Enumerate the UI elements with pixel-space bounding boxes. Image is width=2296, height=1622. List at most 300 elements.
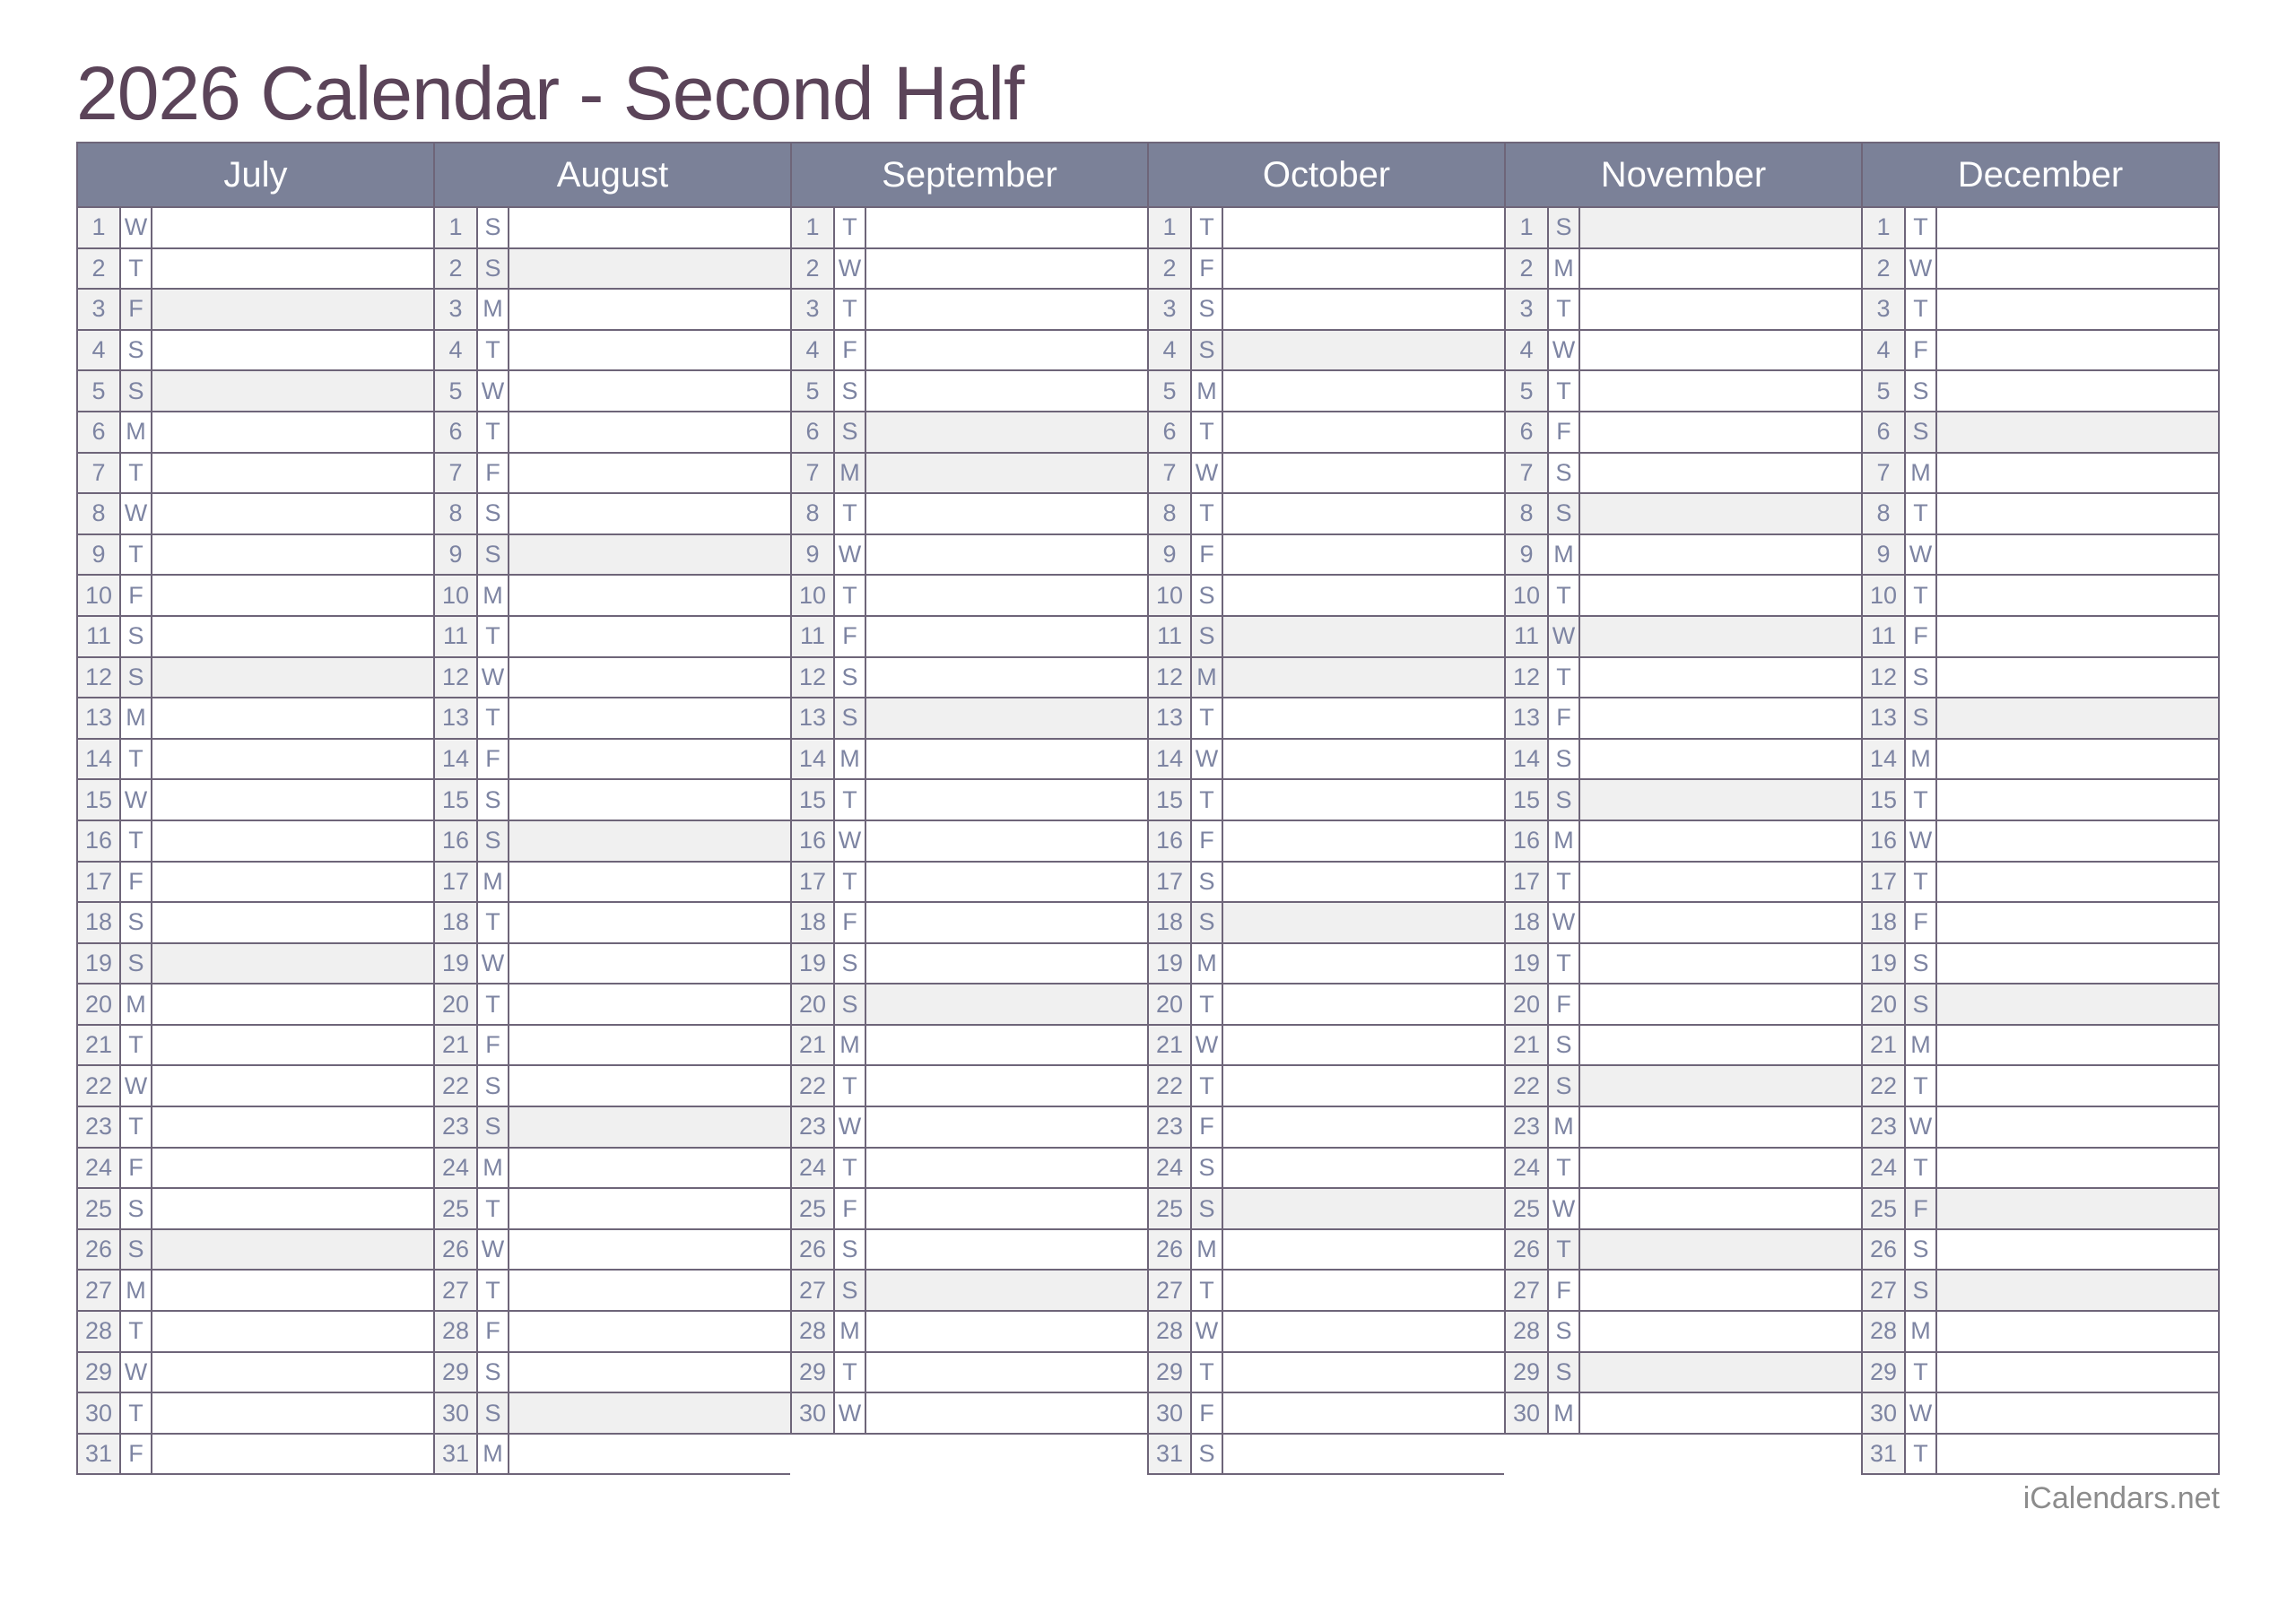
day-letter-cell: T: [1192, 1271, 1223, 1310]
day-notes-cell: [1223, 863, 1504, 902]
day-number-cell: 29: [1506, 1353, 1549, 1392]
day-row: [435, 1230, 790, 1271]
day-letter-cell: T: [121, 1393, 152, 1433]
day-number-cell: 26: [1149, 1230, 1192, 1270]
day-number-cell: 20: [1506, 984, 1549, 1024]
day-number-cell: 10: [1863, 576, 1906, 615]
calendar-table: [76, 142, 2220, 1475]
day-row: [78, 576, 433, 617]
day-number-cell: 15: [1149, 780, 1192, 820]
day-letter-cell: S: [1906, 944, 1937, 984]
day-letter-cell: T: [1906, 208, 1937, 247]
day-number-cell: 20: [78, 984, 121, 1024]
day-number-cell: 26: [1506, 1230, 1549, 1270]
day-letter-cell: T: [1192, 1353, 1223, 1392]
day-notes-cell: [1223, 780, 1504, 820]
day-number-cell: 19: [792, 944, 835, 984]
day-number-cell: 23: [792, 1107, 835, 1147]
day-notes-cell: [866, 658, 1147, 698]
day-row: [1506, 1107, 1861, 1149]
day-notes-cell: [509, 1312, 790, 1351]
day-row: [792, 371, 1147, 412]
day-row: [78, 249, 433, 291]
day-letter-cell: T: [1906, 1353, 1937, 1392]
day-number-cell: 16: [435, 821, 478, 861]
day-number-cell: 29: [435, 1353, 478, 1392]
day-row: [435, 658, 790, 699]
day-number-cell: 12: [1149, 658, 1192, 698]
day-number-cell: 6: [78, 412, 121, 452]
day-letter-cell: S: [121, 617, 152, 656]
day-letter-cell: W: [121, 780, 152, 820]
day-row: [78, 454, 433, 495]
day-number-cell: 2: [78, 249, 121, 289]
day-row: [792, 535, 1147, 577]
day-number-cell: 2: [1863, 249, 1906, 289]
day-letter-cell: S: [1906, 412, 1937, 452]
day-letter-cell: F: [835, 617, 866, 656]
day-letter-cell: M: [835, 740, 866, 779]
day-row: [792, 576, 1147, 617]
day-notes-cell: [1937, 1107, 2218, 1147]
day-letter-cell: S: [478, 249, 509, 289]
day-notes-cell: [866, 1393, 1147, 1433]
day-notes-cell: [509, 208, 790, 247]
day-number-cell: 8: [792, 494, 835, 533]
day-row: [78, 331, 433, 372]
day-row: [1149, 1026, 1504, 1067]
day-row: [1149, 535, 1504, 577]
day-row: [78, 1189, 433, 1230]
day-number-cell: 2: [435, 249, 478, 289]
day-letter-cell: W: [835, 1107, 866, 1147]
day-number-cell: 19: [78, 944, 121, 984]
day-letter-cell: M: [1192, 1230, 1223, 1270]
day-row: [792, 331, 1147, 372]
day-row: [1149, 1107, 1504, 1149]
day-letter-cell: S: [478, 1107, 509, 1147]
day-row: [1506, 1230, 1861, 1271]
day-number-cell: 30: [792, 1393, 835, 1433]
day-row: [78, 1066, 433, 1107]
day-notes-cell: [1580, 371, 1861, 411]
day-row: [792, 1230, 1147, 1271]
day-notes-cell: [1580, 1312, 1861, 1351]
day-letter-cell: M: [1192, 658, 1223, 698]
day-number-cell: 20: [435, 984, 478, 1024]
month-rows: [1506, 208, 1861, 1435]
day-row: [435, 331, 790, 372]
day-row: [1506, 576, 1861, 617]
day-notes-cell: [1223, 944, 1504, 984]
day-letter-cell: W: [1906, 249, 1937, 289]
day-notes-cell: [1580, 331, 1861, 370]
day-notes-cell: [1223, 1189, 1504, 1228]
day-row: [1149, 290, 1504, 331]
day-number-cell: 27: [435, 1271, 478, 1310]
day-notes-cell: [509, 984, 790, 1024]
day-row: [1149, 863, 1504, 904]
day-number-cell: 11: [78, 617, 121, 656]
month-header: [435, 142, 790, 208]
day-number-cell: 10: [1149, 576, 1192, 615]
day-number-cell: 25: [1506, 1189, 1549, 1228]
day-number-cell: 6: [1149, 412, 1192, 452]
day-notes-cell: [152, 576, 433, 615]
day-row: [78, 371, 433, 412]
day-row: [1863, 903, 2218, 944]
day-notes-cell: [866, 821, 1147, 861]
day-notes-cell: [1580, 1026, 1861, 1065]
day-letter-cell: T: [121, 740, 152, 779]
day-letter-cell: S: [835, 371, 866, 411]
day-notes-cell: [1580, 1066, 1861, 1106]
day-letter-cell: S: [121, 944, 152, 984]
day-row: [1863, 1066, 2218, 1107]
day-letter-cell: M: [835, 1026, 866, 1065]
day-row: [1863, 1435, 2218, 1476]
day-letter-cell: F: [1192, 1107, 1223, 1147]
day-letter-cell: S: [835, 698, 866, 738]
day-number-cell: 18: [435, 903, 478, 942]
day-number-cell: 30: [1506, 1393, 1549, 1433]
day-notes-cell: [866, 1312, 1147, 1351]
day-notes-cell: [1937, 944, 2218, 984]
day-row: [78, 1312, 433, 1353]
day-number-cell: 13: [1506, 698, 1549, 738]
day-number-cell: 9: [1149, 535, 1192, 575]
day-number-cell: 14: [78, 740, 121, 779]
day-row: [1149, 1066, 1504, 1107]
day-notes-cell: [509, 331, 790, 370]
day-letter-cell: S: [1906, 698, 1937, 738]
day-number-cell: 25: [792, 1189, 835, 1228]
day-row: [792, 780, 1147, 821]
day-row: [792, 454, 1147, 495]
day-number-cell: 17: [1506, 863, 1549, 902]
day-number-cell: 21: [1149, 1026, 1192, 1065]
day-letter-cell: S: [1192, 863, 1223, 902]
month-rows: [1863, 208, 2218, 1475]
day-notes-cell: [1937, 780, 2218, 820]
day-letter-cell: F: [1906, 903, 1937, 942]
day-notes-cell: [509, 863, 790, 902]
day-number-cell: 31: [1863, 1435, 1906, 1474]
day-letter-cell: M: [1549, 535, 1580, 575]
day-notes-cell: [152, 331, 433, 370]
day-letter-cell: S: [835, 658, 866, 698]
day-row: [1863, 494, 2218, 535]
day-number-cell: 11: [792, 617, 835, 656]
day-number-cell: 9: [792, 535, 835, 575]
day-row: [435, 780, 790, 821]
day-row: [792, 1393, 1147, 1435]
day-letter-cell: M: [121, 698, 152, 738]
day-letter-cell: W: [121, 1066, 152, 1106]
day-row: [1149, 984, 1504, 1026]
day-notes-cell: [1937, 984, 2218, 1024]
day-notes-cell: [866, 617, 1147, 656]
day-notes-cell: [1937, 1435, 2218, 1474]
day-number-cell: 21: [1506, 1026, 1549, 1065]
day-number-cell: 17: [792, 863, 835, 902]
day-number-cell: 5: [1863, 371, 1906, 411]
day-letter-cell: W: [121, 1353, 152, 1392]
day-notes-cell: [866, 1149, 1147, 1188]
day-number-cell: 27: [1863, 1271, 1906, 1310]
day-row: [78, 1026, 433, 1067]
day-notes-cell: [866, 780, 1147, 820]
day-number-cell: 31: [435, 1435, 478, 1474]
day-number-cell: 30: [78, 1393, 121, 1433]
day-number-cell: 18: [1863, 903, 1906, 942]
day-number-cell: 1: [1506, 208, 1549, 247]
day-letter-cell: F: [1192, 249, 1223, 289]
day-number-cell: 25: [1149, 1189, 1192, 1228]
day-letter-cell: W: [1192, 1312, 1223, 1351]
day-letter-cell: S: [835, 984, 866, 1024]
day-letter-cell: M: [478, 1149, 509, 1188]
day-notes-cell: [152, 535, 433, 575]
day-letter-cell: W: [1906, 821, 1937, 861]
day-row: [435, 944, 790, 985]
day-number-cell: 24: [792, 1149, 835, 1188]
day-notes-cell: [1223, 576, 1504, 615]
day-row: [1506, 1026, 1861, 1067]
day-row: [1863, 1189, 2218, 1230]
day-notes-cell: [1223, 331, 1504, 370]
month-name: December: [1957, 154, 2124, 195]
day-number-cell: 4: [1149, 331, 1192, 370]
day-notes-cell: [152, 290, 433, 329]
day-letter-cell: F: [1906, 1189, 1937, 1228]
day-number-cell: 28: [78, 1312, 121, 1351]
day-letter-cell: T: [835, 1353, 866, 1392]
day-number-cell: 4: [1506, 331, 1549, 370]
day-notes-cell: [152, 1026, 433, 1065]
day-notes-cell: [1580, 249, 1861, 289]
day-number-cell: 14: [435, 740, 478, 779]
day-number-cell: 26: [792, 1230, 835, 1270]
day-letter-cell: T: [478, 698, 509, 738]
day-row: [1863, 1107, 2218, 1149]
day-notes-cell: [866, 494, 1147, 533]
day-notes-cell: [1580, 1353, 1861, 1392]
day-letter-cell: F: [478, 454, 509, 493]
day-number-cell: 4: [435, 331, 478, 370]
day-number-cell: 21: [435, 1026, 478, 1065]
day-notes-cell: [509, 1107, 790, 1147]
month-column: [790, 142, 1147, 1435]
day-notes-cell: [866, 984, 1147, 1024]
day-notes-cell: [866, 903, 1147, 942]
month-name: November: [1600, 154, 1767, 195]
day-notes-cell: [152, 1312, 433, 1351]
day-number-cell: 6: [792, 412, 835, 452]
day-letter-cell: F: [121, 1149, 152, 1188]
day-letter-cell: M: [121, 984, 152, 1024]
day-letter-cell: T: [121, 1312, 152, 1351]
day-letter-cell: W: [121, 494, 152, 533]
day-row: [435, 208, 790, 249]
day-number-cell: 7: [1506, 454, 1549, 493]
day-number-cell: 24: [78, 1149, 121, 1188]
day-row: [792, 208, 1147, 249]
day-letter-cell: T: [835, 576, 866, 615]
day-notes-cell: [152, 780, 433, 820]
month-header: [1149, 142, 1504, 208]
day-notes-cell: [1580, 1107, 1861, 1147]
day-row: [78, 290, 433, 331]
day-number-cell: 11: [435, 617, 478, 656]
day-letter-cell: W: [1549, 617, 1580, 656]
day-row: [435, 1026, 790, 1067]
day-row: [435, 617, 790, 658]
day-letter-cell: S: [478, 821, 509, 861]
day-number-cell: 15: [1506, 780, 1549, 820]
day-notes-cell: [1580, 576, 1861, 615]
day-notes-cell: [1937, 1353, 2218, 1392]
day-row: [435, 1393, 790, 1435]
day-letter-cell: F: [1192, 535, 1223, 575]
day-letter-cell: S: [1549, 1353, 1580, 1392]
day-letter-cell: W: [478, 1230, 509, 1270]
day-notes-cell: [1937, 698, 2218, 738]
day-number-cell: 26: [78, 1230, 121, 1270]
day-letter-cell: F: [121, 576, 152, 615]
day-letter-cell: F: [1192, 821, 1223, 861]
day-number-cell: 12: [435, 658, 478, 698]
day-row: [1863, 658, 2218, 699]
day-row: [1863, 331, 2218, 372]
day-letter-cell: T: [121, 535, 152, 575]
day-row: [1863, 944, 2218, 985]
day-notes-cell: [152, 740, 433, 779]
day-letter-cell: W: [1549, 903, 1580, 942]
day-letter-cell: M: [1192, 371, 1223, 411]
day-number-cell: 28: [1506, 1312, 1549, 1351]
day-row: [1506, 331, 1861, 372]
day-row: [1863, 698, 2218, 740]
day-letter-cell: S: [478, 535, 509, 575]
day-notes-cell: [1580, 698, 1861, 738]
day-row: [792, 249, 1147, 291]
day-notes-cell: [509, 1393, 790, 1433]
day-notes-cell: [1223, 1026, 1504, 1065]
day-number-cell: 19: [1863, 944, 1906, 984]
day-letter-cell: S: [478, 1066, 509, 1106]
day-number-cell: 24: [1863, 1149, 1906, 1188]
day-row: [792, 290, 1147, 331]
day-number-cell: 28: [792, 1312, 835, 1351]
day-row: [435, 1435, 790, 1476]
day-letter-cell: S: [121, 658, 152, 698]
day-number-cell: 2: [1149, 249, 1192, 289]
day-number-cell: 13: [1149, 698, 1192, 738]
day-number-cell: 14: [1506, 740, 1549, 779]
day-letter-cell: M: [1549, 249, 1580, 289]
footer-brand: iCalendars.net: [2022, 1481, 2220, 1515]
day-row: [78, 740, 433, 781]
day-row: [792, 698, 1147, 740]
day-notes-cell: [1223, 821, 1504, 861]
day-row: [78, 944, 433, 985]
day-letter-cell: F: [835, 1189, 866, 1228]
day-number-cell: 10: [1506, 576, 1549, 615]
day-letter-cell: T: [1549, 863, 1580, 902]
day-letter-cell: S: [1549, 1312, 1580, 1351]
day-notes-cell: [1937, 617, 2218, 656]
day-number-cell: 12: [1506, 658, 1549, 698]
day-number-cell: 14: [792, 740, 835, 779]
day-number-cell: 3: [792, 290, 835, 329]
day-row: [435, 698, 790, 740]
day-notes-cell: [509, 1271, 790, 1310]
day-letter-cell: T: [1549, 371, 1580, 411]
page-title: 2026 Calendar - Second Half: [76, 51, 1024, 135]
day-row: [792, 658, 1147, 699]
day-number-cell: 23: [78, 1107, 121, 1147]
day-row: [1149, 617, 1504, 658]
day-letter-cell: F: [1192, 1393, 1223, 1433]
day-notes-cell: [1937, 412, 2218, 452]
day-row: [78, 821, 433, 863]
day-row: [1149, 494, 1504, 535]
day-notes-cell: [509, 821, 790, 861]
day-notes-cell: [1937, 371, 2218, 411]
day-row: [792, 863, 1147, 904]
day-row: [435, 1107, 790, 1149]
day-row: [1149, 249, 1504, 291]
day-row: [78, 494, 433, 535]
day-notes-cell: [152, 1230, 433, 1270]
day-notes-cell: [1580, 740, 1861, 779]
day-letter-cell: S: [1906, 658, 1937, 698]
day-letter-cell: S: [1906, 1271, 1937, 1310]
day-number-cell: 6: [435, 412, 478, 452]
day-number-cell: 25: [1863, 1189, 1906, 1228]
day-row: [78, 208, 433, 249]
day-row: [78, 1149, 433, 1190]
day-notes-cell: [1580, 903, 1861, 942]
day-number-cell: 24: [1149, 1149, 1192, 1188]
day-row: [792, 1026, 1147, 1067]
day-letter-cell: S: [1549, 780, 1580, 820]
day-row: [792, 1189, 1147, 1230]
day-row: [792, 494, 1147, 535]
day-row: [1863, 1026, 2218, 1067]
day-number-cell: 3: [1863, 290, 1906, 329]
day-notes-cell: [1937, 208, 2218, 247]
day-row: [1149, 1230, 1504, 1271]
day-letter-cell: S: [835, 1271, 866, 1310]
day-row: [1506, 1353, 1861, 1394]
day-number-cell: 5: [792, 371, 835, 411]
day-notes-cell: [1223, 1435, 1504, 1474]
day-notes-cell: [866, 535, 1147, 575]
day-notes-cell: [866, 412, 1147, 452]
day-letter-cell: T: [1906, 494, 1937, 533]
day-letter-cell: M: [1906, 454, 1937, 493]
day-letter-cell: T: [121, 1026, 152, 1065]
month-column: [433, 142, 790, 1475]
day-letter-cell: T: [835, 208, 866, 247]
day-notes-cell: [509, 1026, 790, 1065]
day-letter-cell: F: [1906, 331, 1937, 370]
day-letter-cell: F: [478, 740, 509, 779]
day-notes-cell: [509, 617, 790, 656]
day-letter-cell: M: [121, 412, 152, 452]
